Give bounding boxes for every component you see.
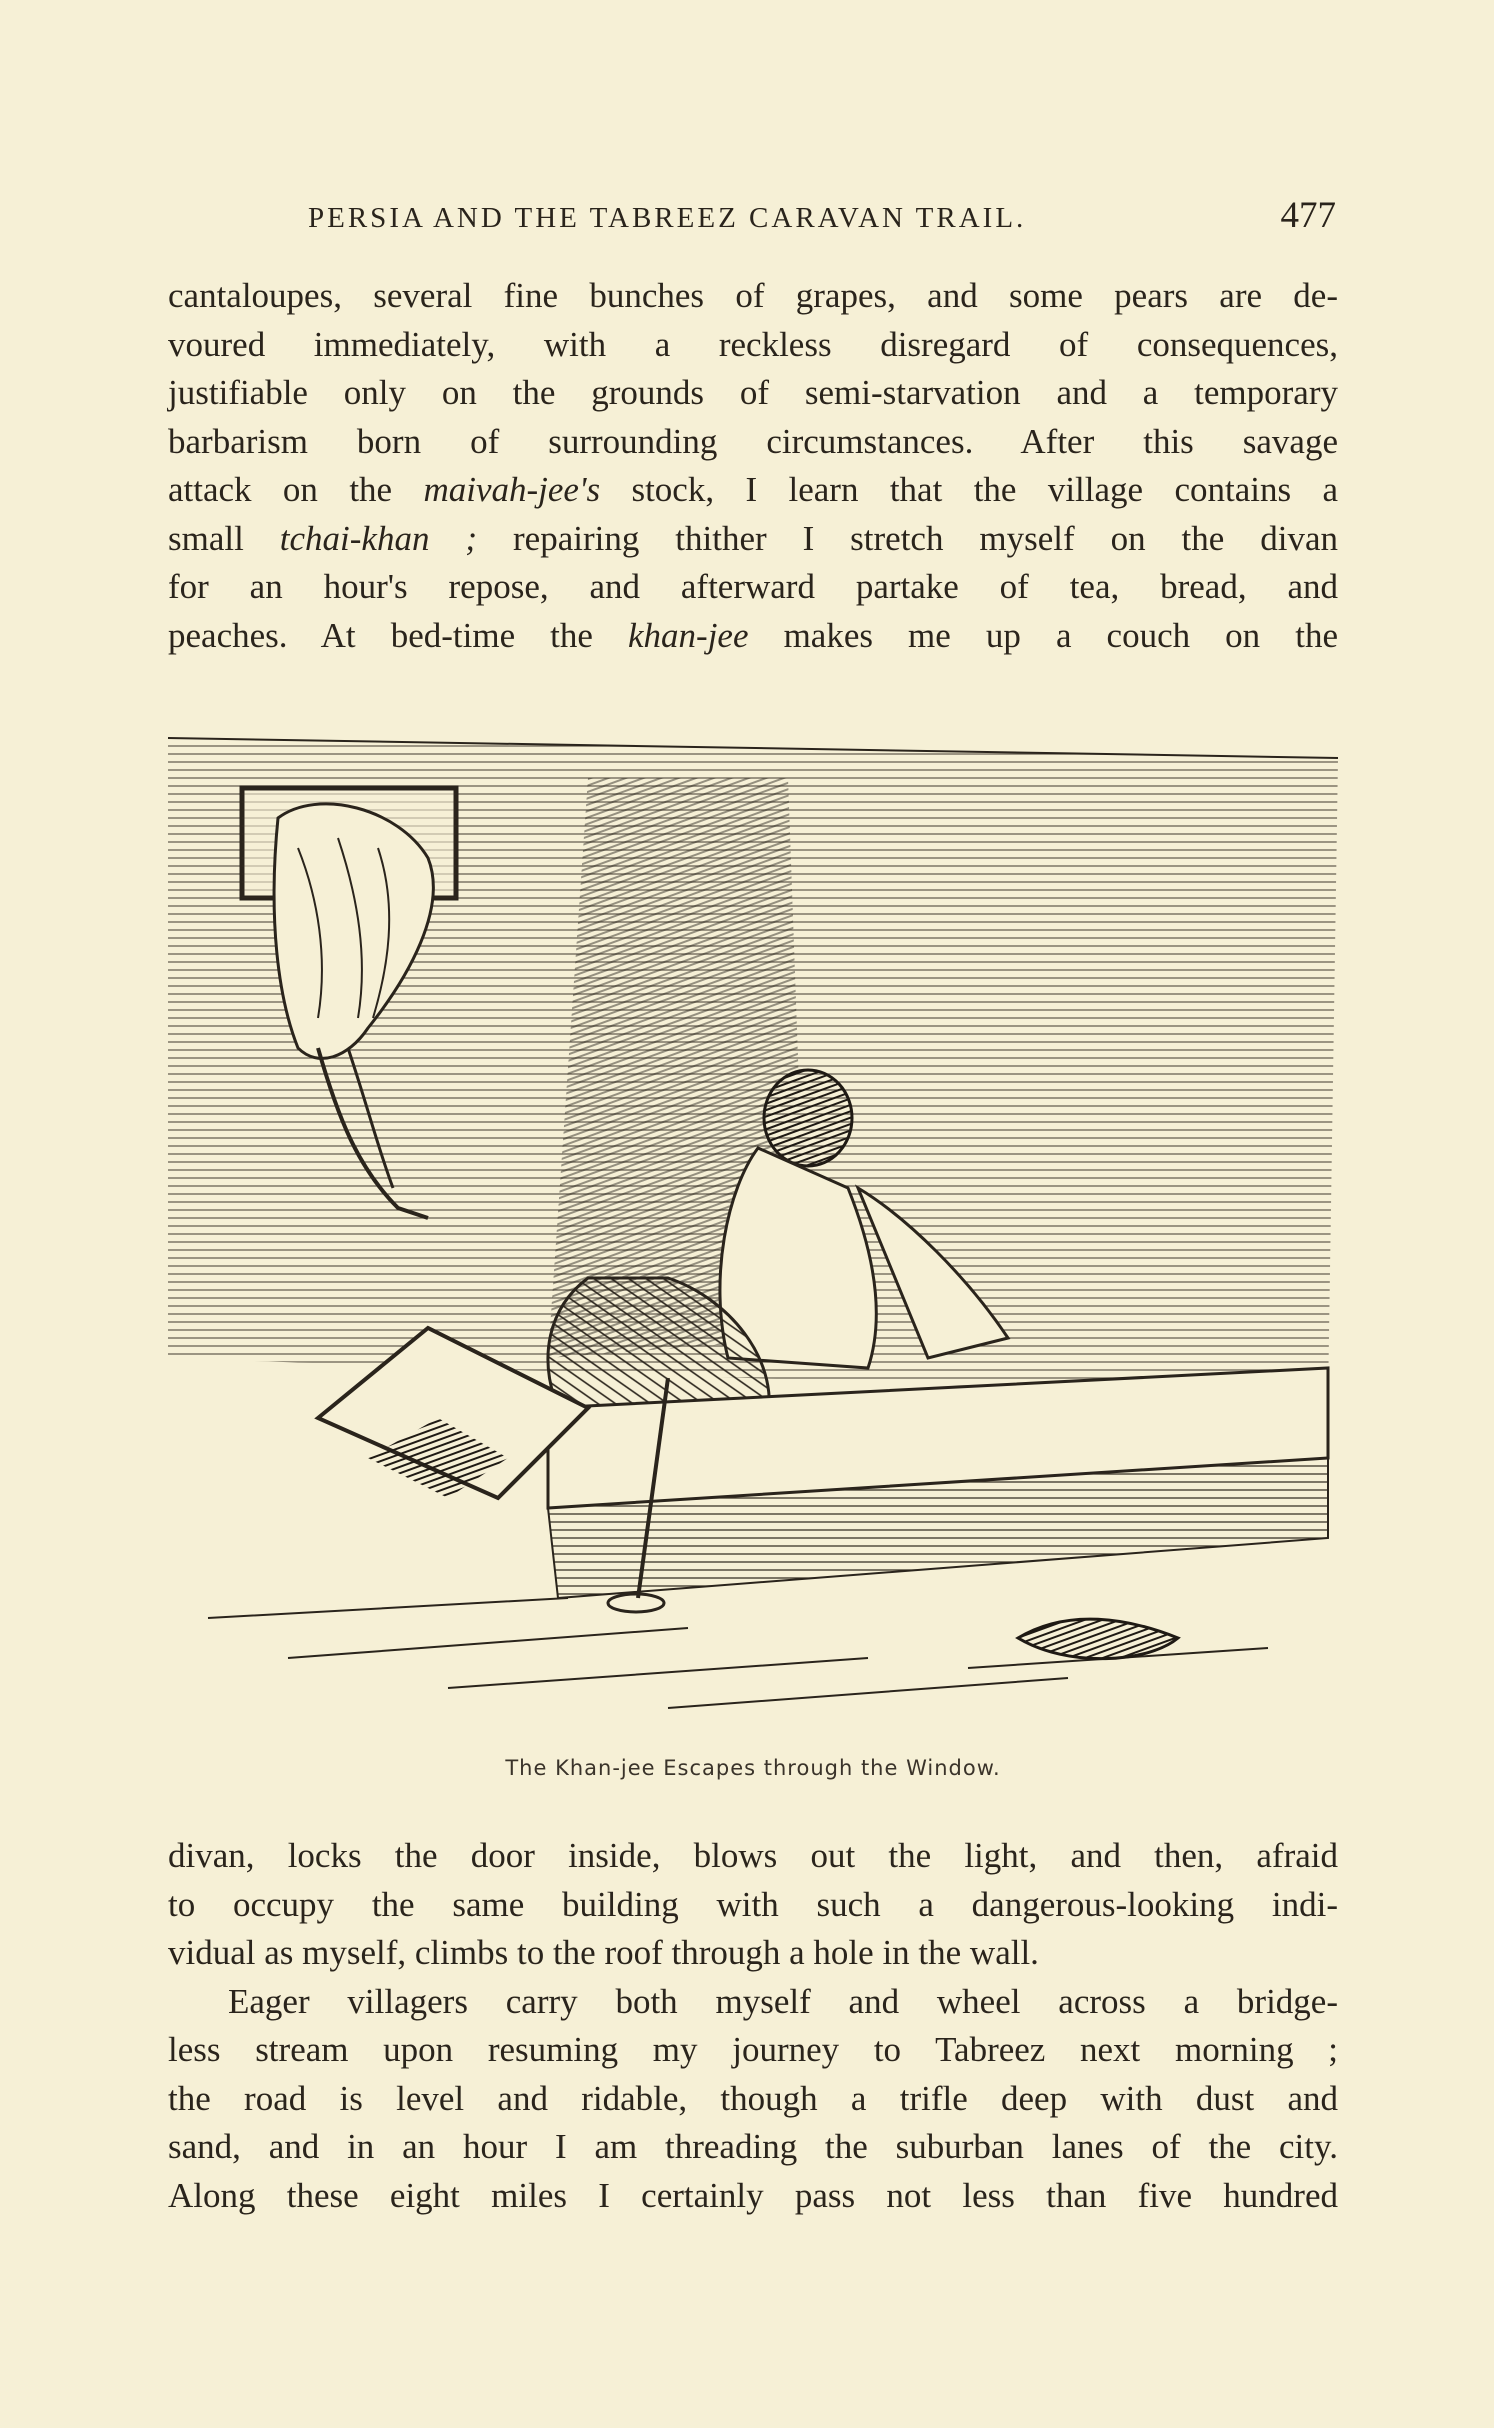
text-line: for an hour's repose, and afterward partake of tea, bread, and [168, 567, 1338, 606]
page-number: 477 [1280, 195, 1336, 236]
text-line: attack on the maivah-jee's stock, I learn that the village contains a [168, 470, 1339, 509]
text-line: to occupy the same building with such a dangerous-looking indi- [168, 1884, 1338, 1924]
text-line: justifiable only on the grounds of semi-starvation and a temporary [168, 373, 1338, 412]
page-header [168, 190, 1336, 240]
italic-term: maivah-jee's [423, 470, 601, 509]
text-line: the road is level and ridable, though a trifle deep with dust and [168, 2078, 1338, 2118]
text-line: Along these eight miles I certainly pass not less than five hundred [168, 2175, 1338, 2215]
text-line: cantaloupes, several fine bunches of grapes, and some pears are de- [168, 276, 1338, 315]
running-title: PERSIA AND THE TABREEZ CARAVAN TRAIL. [308, 202, 1027, 234]
man-head [764, 1070, 852, 1166]
text-line: less stream upon resuming my journey to Tabreez next morning ; [168, 2030, 1338, 2069]
paragraph-top [168, 272, 1338, 660]
italic-term: tchai-khan ; [279, 518, 478, 558]
text-line: divan, locks the door inside, blows out the light, and then, afraid [168, 1836, 1338, 1875]
engraving-drawing [168, 718, 1338, 1738]
text-line: vidual as myself, climbs to the roof through a hole in the wall. [168, 1933, 1039, 1972]
text-line: sand, and in an hour I am threading the suburban lanes of the city. [168, 2127, 1338, 2166]
text-line: peaches. At bed-time the khan-jee makes me up a couch on the [168, 615, 1339, 655]
paragraph-bottom [168, 1832, 1338, 2220]
text-line: Eager villagers carry both myself and wheel across a bridge- [228, 1981, 1338, 2021]
text-line: small tchai-khan ; repairing thither I stretch myself on the divan [168, 518, 1339, 558]
text-line: voured immediately, with a reckless disregard of consequences, [168, 324, 1338, 364]
text-line: barbarism born of surrounding circumstances. After this savage [168, 421, 1338, 461]
engraving-illustration [168, 718, 1338, 1738]
figure-caption: The Khan-jee Escapes through the Window. [505, 1756, 1001, 1780]
shoes [1018, 1619, 1178, 1659]
italic-term: khan-jee [628, 615, 749, 655]
